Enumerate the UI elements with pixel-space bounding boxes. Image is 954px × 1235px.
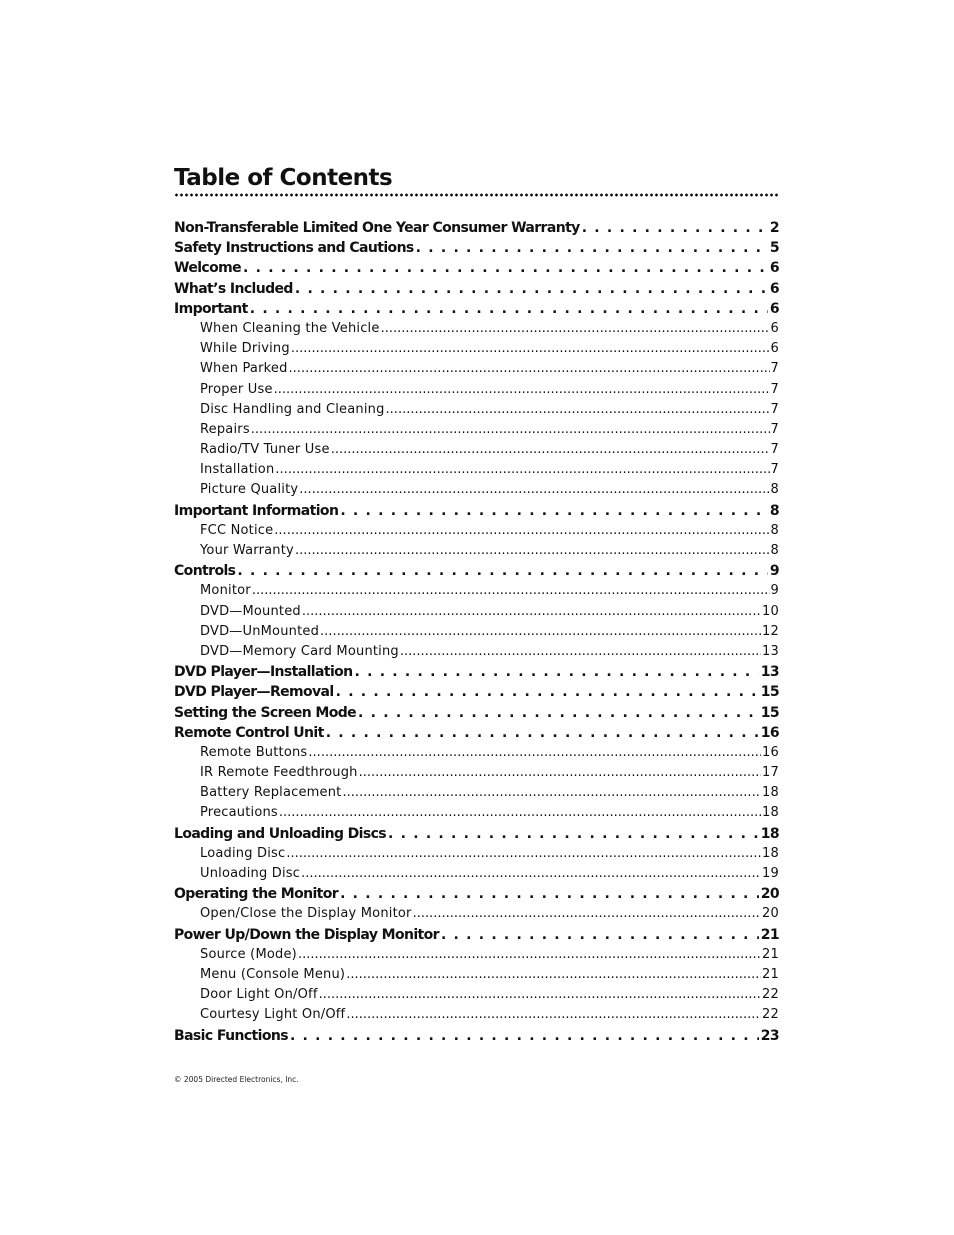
toc-subsection-entry[interactable]: [174, 460, 779, 480]
toc-entry-label: Important Information: [174, 502, 339, 519]
toc-page-number: 6: [770, 320, 779, 336]
dot-leader: [359, 763, 761, 783]
dot-leader: [355, 662, 759, 682]
dot-leader: [289, 359, 770, 379]
dot-leader: [319, 985, 761, 1005]
toc-subsection-entry[interactable]: [174, 541, 779, 561]
dot-leader: [331, 440, 770, 460]
toc-entry-label: Repairs: [200, 421, 250, 437]
toc-entry-label: Installation: [200, 462, 275, 478]
toc-page-number: 13: [762, 643, 779, 659]
toc-page-number: 13: [760, 664, 779, 681]
toc-page-number: 21: [762, 946, 779, 962]
toc-entry-label: Door Light On/Off: [200, 987, 318, 1003]
toc-entry-label: Remote Buttons: [200, 744, 308, 760]
dot-leader: [251, 420, 770, 440]
toc-entry-label: IR Remote Feedthrough: [200, 765, 358, 781]
dot-leader: [298, 945, 761, 965]
toc-page-number: 9: [770, 583, 779, 599]
dotted-title-rule: [174, 192, 779, 198]
toc-entry-label: Precautions: [200, 805, 278, 821]
toc-subsection-entry[interactable]: [174, 319, 779, 339]
toc-entry-label: Source (Mode): [200, 946, 297, 962]
toc-entry-label: When Cleaning the Vehicle: [200, 320, 380, 336]
toc-section-entry[interactable]: [174, 218, 779, 238]
toc-entry-label: While Driving: [200, 341, 290, 357]
toc-page-number: 22: [762, 1007, 779, 1023]
toc-subsection-entry[interactable]: [174, 521, 779, 541]
toc-entry-label: DVD Player—Installation: [174, 664, 353, 681]
toc-page-number: 18: [762, 785, 779, 801]
toc-entry-label: Power Up/Down the Display Monitor: [174, 926, 439, 943]
toc-page-number: 23: [760, 1027, 779, 1044]
toc-section-entry[interactable]: [174, 279, 779, 299]
dot-leader: [237, 561, 767, 581]
dot-leader: [413, 904, 761, 924]
toc-subsection-entry[interactable]: [174, 844, 779, 864]
toc-page-number: 7: [770, 361, 779, 377]
toc-page-number: 18: [762, 845, 779, 861]
toc-entry-label: Open/Close the Display Monitor: [200, 906, 412, 922]
toc-page-number: 8: [769, 502, 779, 519]
toc-subsection-entry[interactable]: [174, 622, 779, 642]
toc-subsection-entry[interactable]: [174, 783, 779, 803]
toc-entry-label: Loading and Unloading Discs: [174, 825, 387, 842]
toc-entry-label: Welcome: [174, 260, 242, 277]
toc-entry-label: When Parked: [200, 361, 288, 377]
toc-page-number: 22: [762, 987, 779, 1003]
toc-page-number: 7: [770, 462, 779, 478]
toc-page-number: 6: [770, 341, 779, 357]
toc-entry-label: Monitor: [200, 583, 251, 599]
toc-page-number: 7: [770, 421, 779, 437]
toc-entry-label: Controls: [174, 563, 236, 580]
dot-leader: [582, 218, 768, 238]
toc-subsection-entry[interactable]: [174, 400, 779, 420]
toc-page-number: 7: [770, 381, 779, 397]
dot-leader: [274, 380, 770, 400]
dot-leader: [299, 480, 769, 500]
toc-entry-label: Operating the Monitor: [174, 886, 339, 903]
toc-subsection-entry[interactable]: [174, 440, 779, 460]
toc-subsection-entry[interactable]: [174, 642, 779, 662]
toc-page-number: 6: [769, 280, 779, 297]
toc-page-number: 16: [760, 724, 779, 741]
toc-entry-label: Setting the Screen Mode: [174, 704, 357, 721]
dot-leader: [302, 602, 761, 622]
toc-subsection-entry[interactable]: [174, 985, 779, 1005]
dot-leader: [290, 1026, 759, 1046]
dot-leader: [336, 682, 759, 702]
toc-entry-label: Picture Quality: [200, 482, 299, 498]
toc-page-number: 15: [760, 684, 779, 701]
toc-subsection-entry[interactable]: [174, 945, 779, 965]
toc-page-number: 16: [762, 744, 779, 760]
toc-section-entry[interactable]: [174, 662, 779, 682]
dot-leader: [279, 803, 761, 823]
toc-section-entry[interactable]: [174, 561, 779, 581]
toc-page-number: 8: [770, 522, 779, 538]
toc-page-number: 7: [770, 442, 779, 458]
toc-section-entry[interactable]: [174, 1026, 779, 1046]
toc-page-number: 9: [769, 563, 779, 580]
toc-subsection-entry[interactable]: [174, 965, 779, 985]
dot-leader: [250, 299, 768, 319]
toc-entry-label: DVD Player—Removal: [174, 684, 334, 701]
dot-leader: [295, 279, 768, 299]
copyright-footer: © 2005 Directed Electronics, Inc.: [174, 1075, 299, 1084]
toc-subsection-entry[interactable]: [174, 602, 779, 622]
toc-entry-label: Courtesy Light On/Off: [200, 1007, 346, 1023]
dot-leader: [308, 743, 761, 763]
toc-section-entry[interactable]: [174, 238, 779, 258]
dot-leader: [340, 501, 768, 521]
toc-entry-label: Proper Use: [200, 381, 273, 397]
toc-page-number: 20: [762, 906, 779, 922]
dot-leader: [441, 925, 759, 945]
dot-leader: [252, 581, 770, 601]
dot-leader: [388, 824, 759, 844]
toc-entry-label: Loading Disc: [200, 845, 286, 861]
toc-entry-label: Non-Transferable Limited One Year Consumer Warranty: [174, 220, 580, 236]
toc-entry-label: Unloading Disc: [200, 866, 301, 881]
toc-page-number: 6: [769, 300, 779, 317]
dot-leader: [301, 864, 761, 884]
toc-section-entry[interactable]: [174, 824, 779, 844]
toc-entry-label: Remote Control Unit: [174, 724, 324, 741]
toc-subsection-entry[interactable]: [174, 763, 779, 783]
toc-entry-label: Radio/TV Tuner Use: [200, 442, 330, 458]
toc-page-number: 18: [760, 825, 779, 842]
dot-leader: [295, 541, 770, 561]
toc-section-entry[interactable]: [174, 723, 779, 743]
toc-page-number: 8: [770, 482, 779, 498]
toc-page: [174, 164, 779, 1046]
toc-entry-label: Basic Functions: [174, 1027, 288, 1044]
toc-subsection-entry[interactable]: [174, 359, 779, 379]
dot-leader: [358, 703, 759, 723]
toc-entry-label: Menu (Console Menu): [200, 966, 346, 982]
toc-page-number: 19: [762, 866, 779, 881]
dot-leader: [274, 521, 769, 541]
dot-leader: [346, 965, 761, 985]
toc-page-number: 10: [762, 603, 779, 619]
toc-section-entry[interactable]: [174, 501, 779, 521]
toc-subsection-entry[interactable]: [174, 803, 779, 823]
dot-leader: [342, 783, 761, 803]
dot-leader: [386, 400, 770, 420]
toc-subsection-entry[interactable]: [174, 480, 779, 500]
toc-entry-label: Important: [174, 300, 248, 317]
toc-subsection-entry[interactable]: [174, 339, 779, 359]
toc-entry-label: Disc Handling and Cleaning: [200, 401, 385, 417]
toc-subsection-entry[interactable]: [174, 743, 779, 763]
dot-leader: [291, 339, 770, 359]
toc-section-entry[interactable]: [174, 682, 779, 702]
toc-entry-label: DVD—Memory Card Mounting: [200, 643, 399, 659]
toc-section-entry[interactable]: [174, 925, 779, 945]
toc-page-number: 12: [762, 623, 779, 639]
toc-entry-label: DVD—UnMounted: [200, 623, 320, 639]
dot-leader: [320, 622, 761, 642]
dot-leader: [286, 844, 761, 864]
dot-leader: [346, 1005, 761, 1025]
toc-page-number: 21: [762, 966, 779, 982]
toc-entry-label: Your Warranty: [200, 543, 294, 558]
toc-page-number: 7: [770, 401, 779, 417]
toc-page-number: 15: [760, 704, 779, 721]
toc-page-number: 18: [762, 805, 779, 821]
toc-page-number: 17: [762, 765, 779, 781]
toc-entry-label: DVD—Mounted: [200, 603, 301, 619]
toc-section-entry[interactable]: [174, 703, 779, 723]
toc-page-number: 5: [769, 240, 779, 257]
toc-entry-label: Battery Replacement: [200, 785, 342, 801]
dot-leader: [381, 319, 770, 339]
toc-subsection-entry[interactable]: [174, 1005, 779, 1025]
toc-page-number: 6: [769, 260, 779, 277]
toc-section-entry[interactable]: [174, 258, 779, 278]
toc-subsection-entry[interactable]: [174, 420, 779, 440]
dot-leader: [326, 723, 759, 743]
toc-subsection-entry[interactable]: [174, 380, 779, 400]
dot-leader: [340, 884, 759, 904]
toc-section-entry[interactable]: [174, 299, 779, 319]
toc-entry-label: FCC Notice: [200, 522, 274, 538]
toc-subsection-entry[interactable]: [174, 864, 779, 884]
toc-section-entry[interactable]: [174, 884, 779, 904]
dot-leader: [416, 238, 768, 258]
toc-list: [174, 218, 779, 1046]
toc-subsection-entry[interactable]: [174, 581, 779, 601]
page-title: Table of Contents: [174, 165, 393, 191]
toc-page-number: 8: [770, 543, 779, 558]
toc-page-number: 20: [760, 886, 779, 903]
toc-subsection-entry[interactable]: [174, 904, 779, 924]
dot-leader: [275, 460, 769, 480]
toc-entry-label: What’s Included: [174, 280, 293, 297]
toc-page-number: 21: [760, 926, 779, 943]
toc-page-number: 2: [769, 220, 779, 236]
dot-leader: [400, 642, 761, 662]
toc-entry-label: Safety Instructions and Cautions: [174, 240, 414, 257]
dot-leader: [243, 258, 768, 278]
